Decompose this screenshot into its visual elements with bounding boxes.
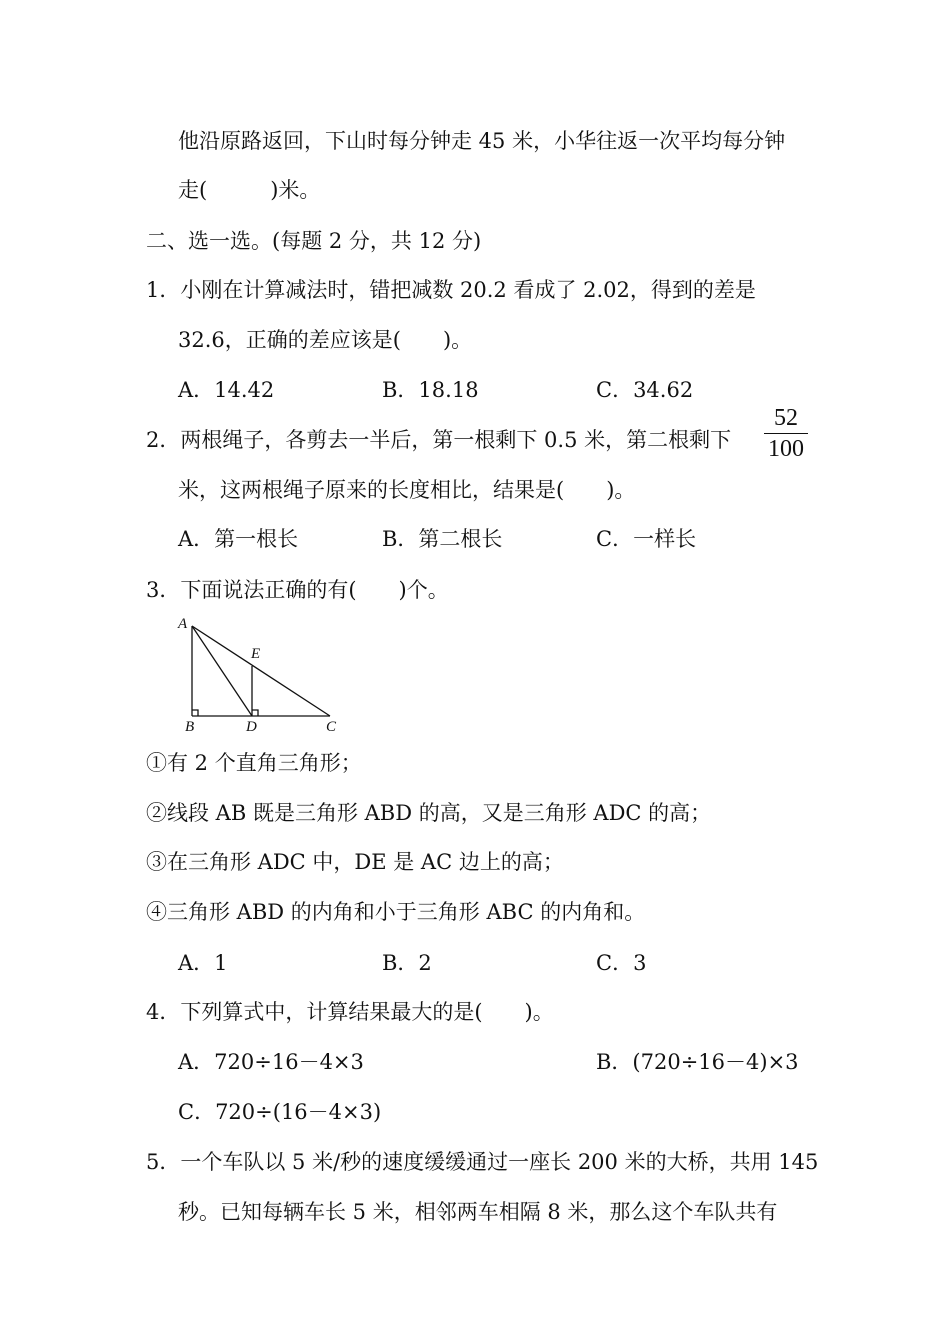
text-line-l5: 2．两根绳子，各剪去一半后，第一根剩下 0.5 米，第二根剩下 bbox=[146, 428, 732, 452]
text-line-l11: ④三角形 ABD 的内角和小于三角形 ABC 的内角和。 bbox=[146, 900, 646, 924]
option-q2c: C．一样长 bbox=[596, 527, 697, 551]
text-line-l0: 他沿原路返回，下山时每分钟走 45 米，小华往返一次平均每分钟 bbox=[178, 129, 786, 153]
option-q4c: C．720÷(16－4×3) bbox=[178, 1100, 382, 1124]
option-q3c: C．3 bbox=[596, 951, 647, 975]
option-q3a: A．1 bbox=[178, 951, 228, 975]
text-line-l4: 32.6，正确的差应该是( )。 bbox=[178, 328, 473, 352]
text-line-l7: 3．下面说法正确的有( )个。 bbox=[146, 578, 449, 602]
label-b: B bbox=[185, 719, 195, 735]
text-line-l12: 4．下列算式中，计算结果最大的是( )。 bbox=[146, 1000, 554, 1024]
segment-ad bbox=[192, 626, 252, 716]
option-q4a: A．720÷16－4×3 bbox=[178, 1050, 364, 1074]
text-line-l6: 米，这两根绳子原来的长度相比，结果是( )。 bbox=[178, 478, 636, 502]
text-line-l8: ①有 2 个直角三角形； bbox=[146, 751, 362, 775]
triangle-figure bbox=[172, 610, 352, 735]
text-line-l9: ②线段 AB 既是三角形 ABD 的高，又是三角形 ADC 的高； bbox=[146, 801, 712, 825]
fraction-denominator: 100 bbox=[768, 436, 804, 462]
text-line-l3: 1．小刚在计算减法时，错把减数 20.2 看成了 2.02，得到的差是 bbox=[146, 278, 756, 302]
text-line-l13: 5．一个车队以 5 米/秒的速度缓缓通过一座长 200 米的大桥，共用 145 bbox=[146, 1150, 819, 1174]
option-q2a: A．第一根长 bbox=[178, 527, 299, 551]
text-line-l2: 二、选一选。(每题 2 分，共 12 分) bbox=[146, 229, 482, 253]
option-q3b: B．2 bbox=[382, 951, 432, 975]
option-q2b: B．第二根长 bbox=[382, 527, 503, 551]
label-e: E bbox=[251, 646, 261, 662]
text-line-l14: 秒。已知每辆车长 5 米，相邻两车相隔 8 米，那么这个车队共有 bbox=[178, 1200, 778, 1224]
label-c: C bbox=[326, 719, 337, 735]
fraction-numerator: 52 bbox=[774, 405, 798, 431]
text-line-l10: ③在三角形 ADC 中，DE 是 AC 边上的高； bbox=[146, 850, 564, 874]
segment-ac bbox=[192, 626, 330, 716]
fraction-52-100 bbox=[764, 405, 808, 462]
option-q4b: B．(720÷16－4)×3 bbox=[596, 1050, 799, 1074]
right-angle-mark-b bbox=[192, 710, 198, 716]
option-q1a: A．14.42 bbox=[178, 378, 275, 402]
label-a: A bbox=[178, 616, 188, 632]
right-angle-mark-d bbox=[252, 710, 258, 716]
text-line-l1: 走( )米。 bbox=[178, 178, 321, 202]
label-d: D bbox=[246, 719, 257, 735]
option-q1b: B．18.18 bbox=[382, 378, 479, 402]
option-q1c: C．34.62 bbox=[596, 378, 694, 402]
